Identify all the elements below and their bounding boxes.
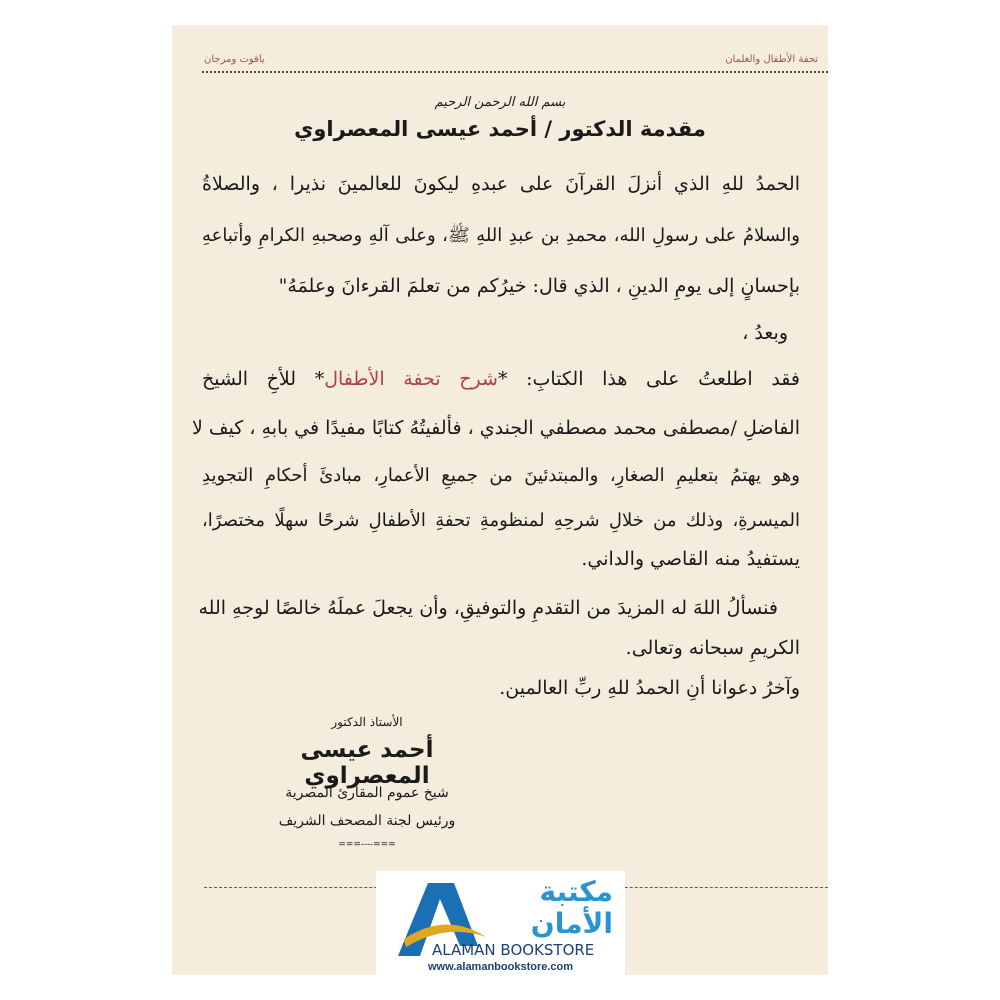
body-line: وهو يهتمُ بتعليمِ الصغارِ، والمبتدئينَ من جميعِ الأعمارِ، مبادئَ أحكامِ التجويدِ [202, 465, 800, 486]
body-line: يستفيدُ منه القاصي والداني. [581, 548, 800, 570]
logo-english: ALAMAN BOOKSTORE [432, 941, 595, 959]
alaman-bookstore-logo [376, 871, 625, 975]
body-line [202, 368, 800, 390]
body-line: الميسرةِ، وذلك من خلالِ شرحِهِ لمنظومةِ تحفةِ الأطفالِ شرحًا سهلًا مختصرًا، [202, 510, 800, 531]
book-title-highlight: شرح تحفة الأطفال [324, 368, 498, 390]
body-line: وبعدُ ، [742, 322, 788, 344]
body-text: * للأخِ الشيخ [202, 368, 325, 390]
signature-role: ورئيس لجنة المصحف الشريف [278, 813, 456, 829]
logo-arabic-line2: الأمان [530, 907, 613, 940]
basmala: بسم الله الرحمن الرحيم [434, 95, 566, 110]
body-line: الكريمِ سبحانه وتعالى. [625, 637, 800, 659]
running-header-right: تحفة الأطفال والغلمان [725, 54, 818, 65]
signature-name: أحمد عيسى المعصراوي [300, 737, 434, 789]
body-line: والسلامُ على رسولِ الله، محمدِ بن عبدِ اللهِ ﷺ، وعلى آلهِ وصحبهِ الكرامِ وأتباعهِ [202, 225, 800, 246]
logo-arabic-line1: مكتبة [539, 875, 613, 908]
body-line: فنسألُ اللهَ له المزيدَ من التقدمِ والتوفيقِ، وأن يجعلَ عملَهُ خالصًا لوجهِ الله [198, 597, 778, 619]
book-page [172, 25, 828, 975]
body-text: فقد اطلعتُ على هذا الكتابِ: * [497, 368, 800, 390]
body-line: بإحسانٍ إلى يومِ الدينِ ، الذي قال: خيرُكم من تعلمَ القرءانَ وعلمَهُ" [278, 275, 800, 297]
page-title: مقدمة الدكتور / أحمد عيسى المعصراوي [294, 117, 706, 141]
logo-url[interactable]: www.alamanbookstore.com [427, 961, 574, 973]
signature-dash: ===----=== [338, 840, 396, 850]
running-header-left: ياقوت ومرجان [204, 54, 265, 65]
header-divider [202, 71, 828, 73]
signature-prefix: الأستاذ الدكتور [331, 715, 403, 729]
body-line: وآخرُ دعوانا أنِ الحمدُ للهِ ربِّ العالمين. [499, 677, 800, 699]
body-line: الفاضلِ /مصطفى محمد مصطفي الجندي ، فألفيتُهُ كتابًا مفيدًا في بابهِ ، كيف لا [192, 417, 800, 439]
signature-role: شيخ عموم المقارئ المصرية [285, 785, 449, 801]
body-line: الحمدُ للهِ الذي أنزلَ القرآنَ على عبدهِ ليكونَ للعالمينَ نذيرا ، والصلاةُ [202, 173, 800, 195]
